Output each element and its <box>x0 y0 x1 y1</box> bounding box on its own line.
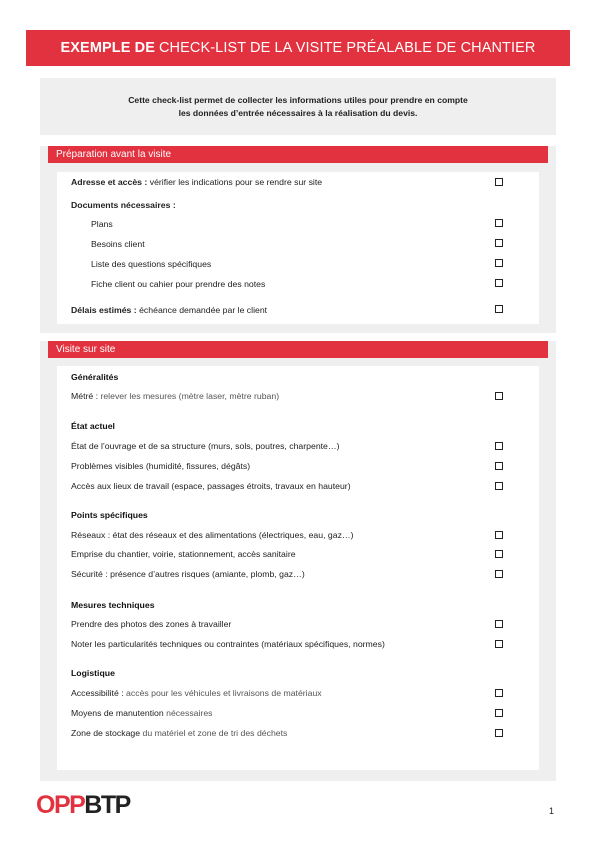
item-label: Accessibilité : <box>71 688 124 698</box>
checkbox[interactable] <box>495 550 503 558</box>
checklist-item-questions: Liste des questions spécifiques <box>91 259 212 269</box>
checkbox[interactable] <box>495 178 503 186</box>
checkbox[interactable] <box>495 640 503 648</box>
checklist-item-problemes: Problèmes visibles (humidité, fissures, dégâts) <box>71 461 251 471</box>
logo-btp: BTP <box>84 791 130 819</box>
checklist-item-fiche: Fiche client ou cahier pour prendre des notes <box>91 279 266 289</box>
checkbox[interactable] <box>495 482 503 490</box>
checkbox[interactable] <box>495 620 503 628</box>
section-visite <box>40 341 556 781</box>
checklist-item-besoins: Besoins client <box>91 239 145 249</box>
heading-logistique: Logistique <box>71 668 115 678</box>
section-panel-visite <box>57 366 539 770</box>
checkbox[interactable] <box>495 259 503 267</box>
item-label: Adresse et accès : <box>71 177 148 187</box>
checkbox[interactable] <box>495 462 503 470</box>
intro-line-1: Cette check-list permet de collecter les informations utiles pour prendre en compte <box>128 94 468 105</box>
intro-box <box>40 78 556 135</box>
checklist-item-particularites: Noter les particularités techniques ou contraintes (matériaux spécifiques, normes) <box>71 639 385 649</box>
checklist-item-adresse <box>71 177 539 187</box>
section-header-visite: Visite sur site <box>48 341 548 358</box>
checkbox[interactable] <box>495 729 503 737</box>
checklist-item-reseaux: Réseaux : état des réseaux et des alimentations (électriques, eau, gaz…) <box>71 530 354 540</box>
checklist-item-photos: Prendre des photos des zones à travailler <box>71 619 232 629</box>
checkbox[interactable] <box>495 570 503 578</box>
checklist-item-acces-lieux: Accès aux lieux de travail (espace, passages étroits, travaux en hauteur) <box>71 481 351 491</box>
document-title <box>26 30 570 66</box>
item-label: Zone de stockage <box>71 728 141 738</box>
checklist-item-securite: Sécurité : présence d’autres risques (amiante, plomb, gaz…) <box>71 569 305 579</box>
checklist-item-accessibilite <box>71 688 539 698</box>
title-bold: EXEMPLE DE <box>60 40 155 56</box>
item-text: échéance demandée par le client <box>136 305 268 315</box>
checkbox[interactable] <box>495 279 503 287</box>
oppbtp-logo <box>36 791 130 820</box>
checklist-item-metre <box>71 391 539 401</box>
checkbox[interactable] <box>495 709 503 717</box>
checkbox[interactable] <box>495 531 503 539</box>
section-preparation <box>40 146 556 333</box>
intro-line-2: les données d’entrée nécessaires à la réalisation du devis. <box>178 107 418 118</box>
checkbox[interactable] <box>495 392 503 400</box>
checklist-item-emprise: Emprise du chantier, voirie, stationnement, accès sanitaire <box>71 549 296 559</box>
checkbox[interactable] <box>495 219 503 227</box>
checkbox[interactable] <box>495 305 503 313</box>
checklist-item-etat-ouvrage: État de l’ouvrage et de sa structure (murs, sols, poutres, charpente…) <box>71 441 340 451</box>
checklist-item-stockage <box>71 728 539 738</box>
section-panel-preparation <box>57 172 539 324</box>
item-text: vérifier les indications pour se rendre sur site <box>147 177 323 187</box>
item-text: nécessaires <box>163 708 213 718</box>
section-header-preparation: Préparation avant la visite <box>48 146 548 163</box>
title-rest: CHECK-LIST DE LA VISITE PRÉALABLE DE CHANTIER <box>158 40 536 56</box>
checkbox[interactable] <box>495 239 503 247</box>
documents-label: Documents nécessaires : <box>71 200 176 210</box>
page-number: 1 <box>549 806 555 816</box>
heading-points-specifiques: Points spécifiques <box>71 510 148 520</box>
item-text: accès pour les véhicules et livraisons de matériaux <box>123 688 322 698</box>
checklist-item-plans: Plans <box>91 219 113 229</box>
item-label: Moyens de manutention <box>71 708 164 718</box>
checkbox[interactable] <box>495 689 503 697</box>
item-text: du matériel et zone de tri des déchets <box>140 728 288 738</box>
logo-opp: OPP <box>36 791 85 819</box>
item-text: relever les mesures (mètre laser, mètre ruban) <box>98 391 280 401</box>
heading-mesures-techniques: Mesures techniques <box>71 600 155 610</box>
checklist-item-manutention <box>71 708 539 718</box>
heading-etat-actuel: État actuel <box>71 421 115 431</box>
item-label: Métré : <box>71 391 99 401</box>
heading-generalites: Généralités <box>71 372 119 382</box>
checklist-item-delais <box>71 305 539 315</box>
item-label: Délais estimés : <box>71 305 137 315</box>
checkbox[interactable] <box>495 442 503 450</box>
